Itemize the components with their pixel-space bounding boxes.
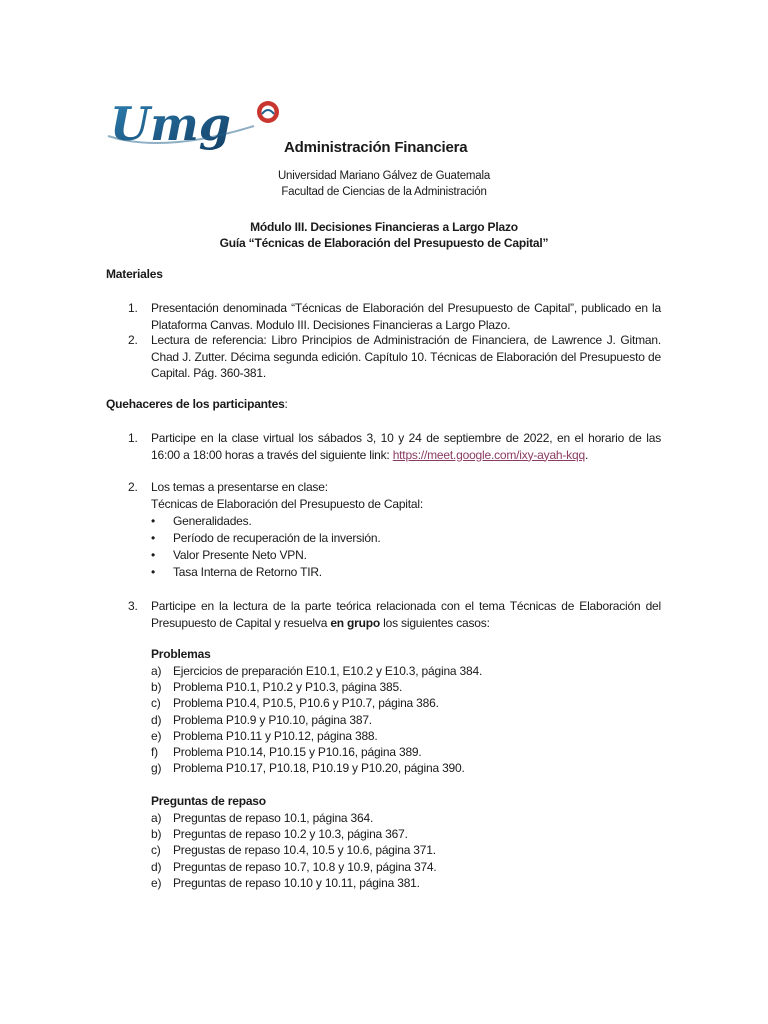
repaso-list <box>151 810 437 891</box>
list-item: 2. Lectura de referencia: Libro Principios de Administración de Financiera, de Lawrence J. Gitman. Chad J. Zutter. Décima segunda edición. Capítulo 10. Técnicas de Elaboración del Presupuesto de Capital. Pág. 360-381. <box>128 333 661 380</box>
materiales-heading: Materiales <box>106 267 163 281</box>
list-item: c) Problema P10.4, P10.5, P10.6 y P10.7, página 386. <box>151 696 439 711</box>
repaso-heading: Preguntas de repaso <box>151 794 266 808</box>
list-item: 1. Participe en la clase virtual los sábados 3, 10 y 24 de septiembre de 2022, en el horario de las 16:00 a 18:00 horas a través del siguiente link: https://meet.google.com/ixy-ayah-kqq. <box>128 431 661 462</box>
list-item: 1. Presentación denominada “Técnicas de Elaboración del Presupuesto de Capital”, publicado en la Plataforma Canvas. Modulo III. Decisiones Financieras a Largo Plazo. <box>128 301 661 332</box>
list-item: 3. Participe en la lectura de la parte teórica relacionada con el tema Técnicas de Elaboración del Presupuesto de Capital y resuelva en grupo los siguientes casos: <box>128 599 661 630</box>
list-item: a) Ejercicios de preparación E10.1, E10.2 y E10.3, página 384. <box>151 664 483 678</box>
guide-title: Guía “Técnicas de Elaboración del Presupuesto de Capital” <box>219 236 549 250</box>
topics-list <box>151 513 380 581</box>
list-item: e) Problema P10.11 y P10.12, página 388. <box>151 728 378 743</box>
bullet-item: • Período de recuperación de la inversión. <box>151 531 381 545</box>
list-item: 2. Los temas a presentarse en clase: Técnicas de Elaboración del Presupuesto de Capital: <box>128 480 423 511</box>
svg-text:Umg: Umg <box>110 97 231 151</box>
list-item: d) Preguntas de repaso 10.7, 10.8 y 10.9, página 374. <box>151 859 437 874</box>
list-item: d) Problema P10.9 y P10.10, página 387. <box>151 712 372 727</box>
bullet-item: • Valor Presente Neto VPN. <box>151 548 307 562</box>
list-item: b) Problema P10.1, P10.2 y P10.3, página 385. <box>151 680 403 695</box>
faculty-name: Facultad de Ciencias de la Administración <box>281 186 487 198</box>
problemas-heading: Problemas <box>151 647 211 661</box>
problemas-list <box>151 663 482 776</box>
list-item: g) Problema P10.17, P10.18, P10.19 y P10.20, página 390. <box>151 761 465 776</box>
list-item: b) Preguntas de repaso 10.2 y 10.3, página 367. <box>151 827 408 842</box>
quehaceres-heading: Quehaceres de los participantes: <box>106 397 288 411</box>
bullet-item: • Tasa Interna de Retorno TIR. <box>151 565 322 579</box>
list-item: c) Pregustas de repaso 10.4, 10.5 y 10.6, página 371. <box>151 843 436 858</box>
list-item: a) Preguntas de repaso 10.1, página 364. <box>151 811 374 825</box>
module-title: Módulo III. Decisiones Financieras a Largo Plazo <box>250 220 518 234</box>
university-name: Universidad Mariano Gálvez de Guatemala <box>277 170 491 182</box>
list-item: f) Problema P10.14, P10.15 y P10.16, página 389. <box>151 745 422 760</box>
list-item: e) Preguntas de repaso 10.10 y 10.11, página 381. <box>151 875 420 890</box>
umg-logo-icon <box>104 96 284 158</box>
bullet-item: • Generalidades. <box>151 514 252 528</box>
meet-link[interactable]: https://meet.google.com/ixy-ayah-kqq <box>392 447 585 462</box>
document-title: Administración Financiera <box>284 139 468 156</box>
